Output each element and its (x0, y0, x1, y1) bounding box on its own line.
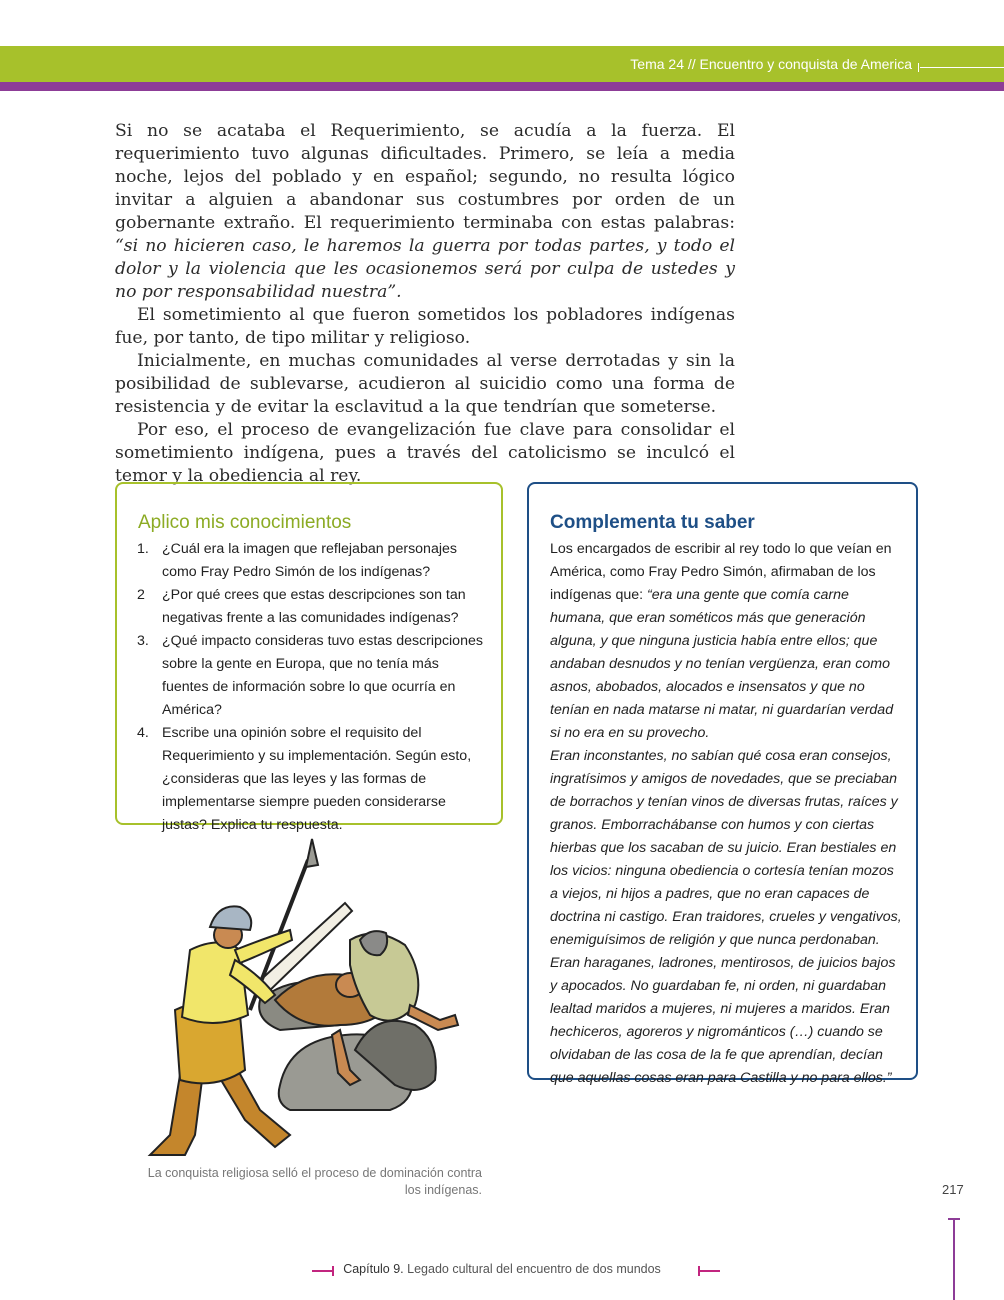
header-line (920, 67, 1004, 68)
aplico-title: Aplico mis conocimientos (138, 512, 352, 533)
page-line (953, 1220, 955, 1300)
aplico-item-number: 2 (137, 587, 145, 603)
header-accent-bar (0, 82, 1004, 91)
aplico-item-text: Escribe una opinión sobre el requisito del Requerimiento y su implementación. Según esto, ¿consideras que las leyes y las formas de implementarse siempre pueden considerarse justas? Explica tu respuesta. (162, 725, 472, 833)
paragraph-1-quote: “si no hicieren caso, le haremos la guerra por todas partes, y todo el dolor y la violencia que les ocasionemos será por culpa de ustedes y no por responsabilidad nuestra”. (115, 236, 735, 302)
aplico-item (137, 584, 485, 630)
aplico-item (137, 722, 485, 837)
paragraph-2: El sometimiento al que fueron sometidos los pobladores indígenas fue, por tanto, de tipo militar y religioso. (115, 305, 735, 348)
complementa-content (550, 538, 902, 1090)
soldier-helmet (210, 906, 251, 930)
aplico-item-text: ¿Cuál era la imagen que reflejaban personajes como Fray Pedro Simón de los indígenas? (162, 541, 457, 580)
figure-caption: La conquista religiosa selló el proceso de dominación contra los indígenas. (147, 1166, 482, 1197)
complementa-quote-2: Eran inconstantes, no sabían qué cosa eran consejos, ingratísimos y amigos de novedades, que se preciaban de borrachos y tenían vinos de diversas frutas, raíces y granos. Emborrachábanse con humos y con ciertas hierbas que los sacaban de su juicio. Eran bestiales en los vicios: ninguna obediencia o cortesía tenían mozos a viejos, ni hijos a padres, que no eran capaces de doctrina ni castigo. Eran traidores, crueles y vengativos, enemiguísimos de religión y que nunca perdonaban. Eran haraganes, ladrones, mentirosos, de juicios bajos y apocados. No guardaban fe, ni orden, ni guardaban lealtad maridos a mujeres, ni mujeres a maridos. Eran hechiceros, agoreros y nigrománticos (…) cuando se olvidaban de las cosa de la fe que aprendían, decían que aquellas cosas eran para Castilla y no para ellos.” (550, 748, 902, 1086)
aplico-item-text: ¿Qué impacto consideras tuvo estas descripciones sobre la gente en Europa, que no tenía más fuentes de información sobre lo que ocurría en América? (162, 633, 483, 718)
aplico-item-number: 3. (137, 633, 149, 649)
main-text (115, 120, 735, 488)
complementa-paragraph-2 (550, 745, 902, 1090)
aplico-item (137, 538, 485, 584)
complementa-intro: Los encargados de escribir al rey todo lo que veían en América, como Fray Pedro Simón, afirmaban de los indígenas que: (550, 541, 892, 603)
footer (0, 1262, 1004, 1276)
aplico-item-number: 1. (137, 541, 149, 557)
footer-chapter-label: Capítulo 9. (343, 1262, 404, 1276)
complementa-title: Complementa tu saber (550, 512, 755, 533)
paragraph-3: Inicialmente, en muchas comunidades al verse derrotadas y sin la posibilidad de sublevarse, acudieron al suicidio como una forma de resistencia y de evitar la esclavitud a la que tendrían que someterse. (115, 351, 735, 417)
paragraph-1 (115, 120, 735, 304)
complementa-box (527, 482, 918, 1086)
aplico-list (137, 538, 485, 837)
soldier-leg (150, 1075, 202, 1155)
footer-chapter-title: Legado cultural del encuentro de dos mundos (403, 1262, 661, 1276)
aplico-item (137, 630, 485, 722)
complementa-quote-1: “era una gente que comía carne humana, que eran sométicos más que generación alguna, y que ninguna justicia había entre ellos; que andaban desnudos y no tenían vergüenza, eran como asnos, abobados, alocados e insensatos y que no tenían en nada matarse ni matar, ni guardarían verdad si no era en su provecho. (550, 587, 894, 741)
footer-mark-right (698, 1270, 720, 1272)
paragraph-4: Por eso, el proceso de evangelización fue clave para consolidar el sometimiento indígena, pues a través del catolicismo se inculcó el temor y la obediencia al rey. (115, 420, 735, 486)
conquest-illustration (140, 835, 500, 1160)
aplico-item-text: ¿Por qué crees que estas descripciones son tan negativas frente a las comunidades indígenas? (162, 587, 466, 626)
header-title: Tema 24 // Encuentro y conquista de America (630, 56, 912, 72)
aplico-box (115, 482, 503, 833)
paragraph-1-text: Si no se acataba el Requerimiento, se acudía a la fuerza. El requerimiento tuvo algunas dificultades. Primero, se leía a media noche, lejos del poblado y en español; segundo, no resulta lógico invitar a alguien a abandonar sus costumbres por orden de un gobernante extraño. El requerimiento terminaba con estas palabras: (115, 121, 735, 233)
aplico-item-number: 4. (137, 725, 149, 741)
page-number: 217 (942, 1182, 964, 1197)
header-line-tick (918, 63, 919, 72)
spear-tip (306, 839, 318, 867)
complementa-paragraph-1 (550, 538, 902, 745)
